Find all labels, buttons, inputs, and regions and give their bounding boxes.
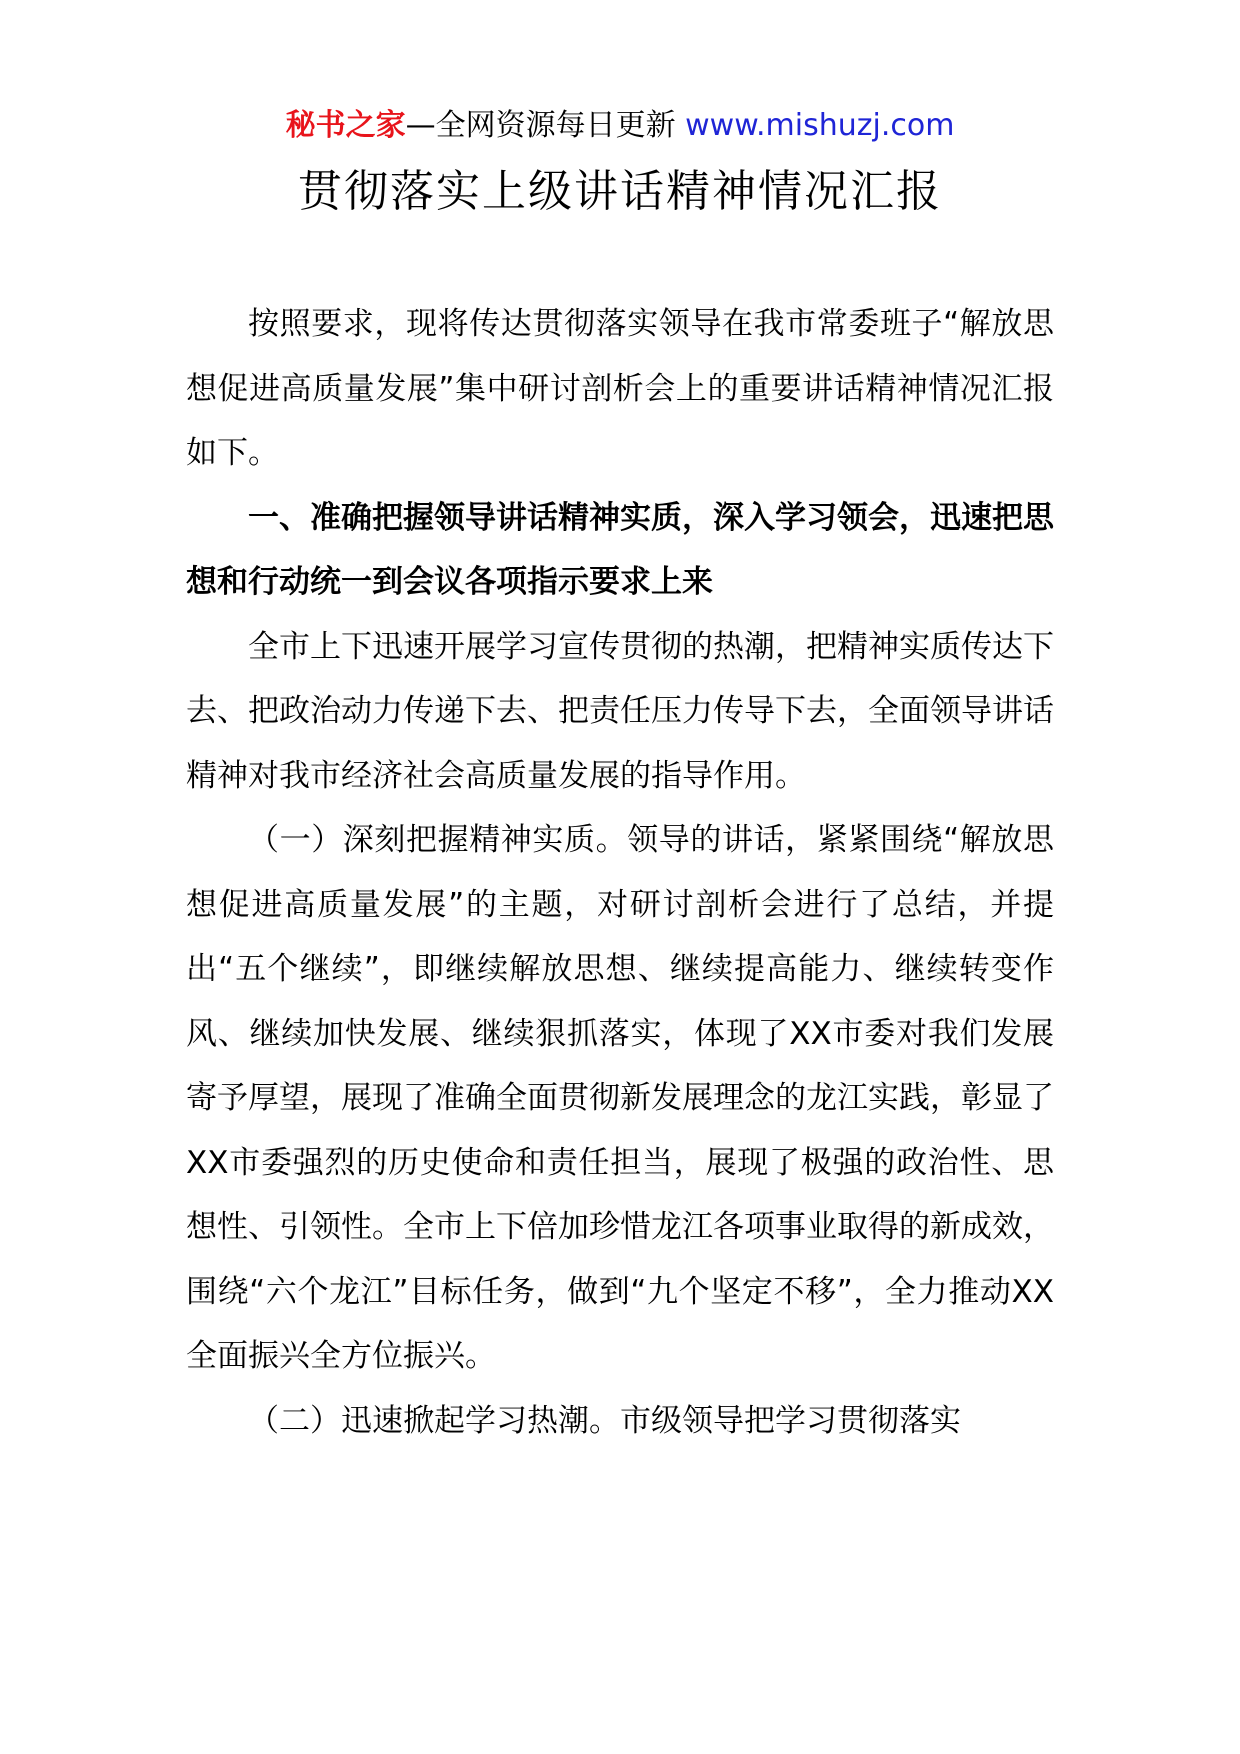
section-heading-1: 一、准确把握领导讲话精神实质，深入学习领会，迅速把思想和行动统一到会议各项指示要求上来 — [186, 499, 1054, 600]
subsection-2-paragraph: （二）迅速掀起学习热潮。市级领导把学习贯彻落实 — [248, 1402, 961, 1439]
site-tagline: —全网资源每日更新 — [405, 108, 686, 143]
site-brand: 秘书之家 — [285, 108, 406, 143]
site-header — [0, 104, 1240, 148]
site-url-link[interactable]: www.mishuzj.com — [685, 108, 955, 143]
document-title: 贯彻落实上级讲话精神情况汇报 — [298, 166, 942, 217]
intro-paragraph: 按照要求，现将传达贯彻落实领导在我市常委班子“解放思想促进高质量发展”集中研讨剖析会上的重要讲话精神情况汇报如下。 — [186, 306, 1054, 471]
subsection-1-paragraph: （一）深刻把握精神实质。领导的讲话，紧紧围绕“解放思想促进高质量发展”的主题，对研讨剖析会进行了总结，并提出“五个继续”，即继续解放思想、继续提高能力、继续转变作风、继续加快发展、继续狠抓落实，体现了XX市委对我们发展寄予厚望，展现了准确全面贯彻新发展理念的龙江实践，彰显了XX市委强烈的历史使命和责任担当，展现了极强的政治性、思想性、引领性。全市上下倍加珍惜龙江各项事业取得的新成效，围绕“六个龙江”目标任务，做到“九个坚定不移”，全力推动XX全面振兴全方位振兴。 — [186, 822, 1054, 1374]
document-body — [186, 292, 1054, 1453]
section-1-paragraph: 全市上下迅速开展学习宣传贯彻的热潮，把精神实质传达下去、把政治动力传递下去、把责任压力传导下去，全面领导讲话精神对我市经济社会高质量发展的指导作用。 — [186, 628, 1054, 794]
